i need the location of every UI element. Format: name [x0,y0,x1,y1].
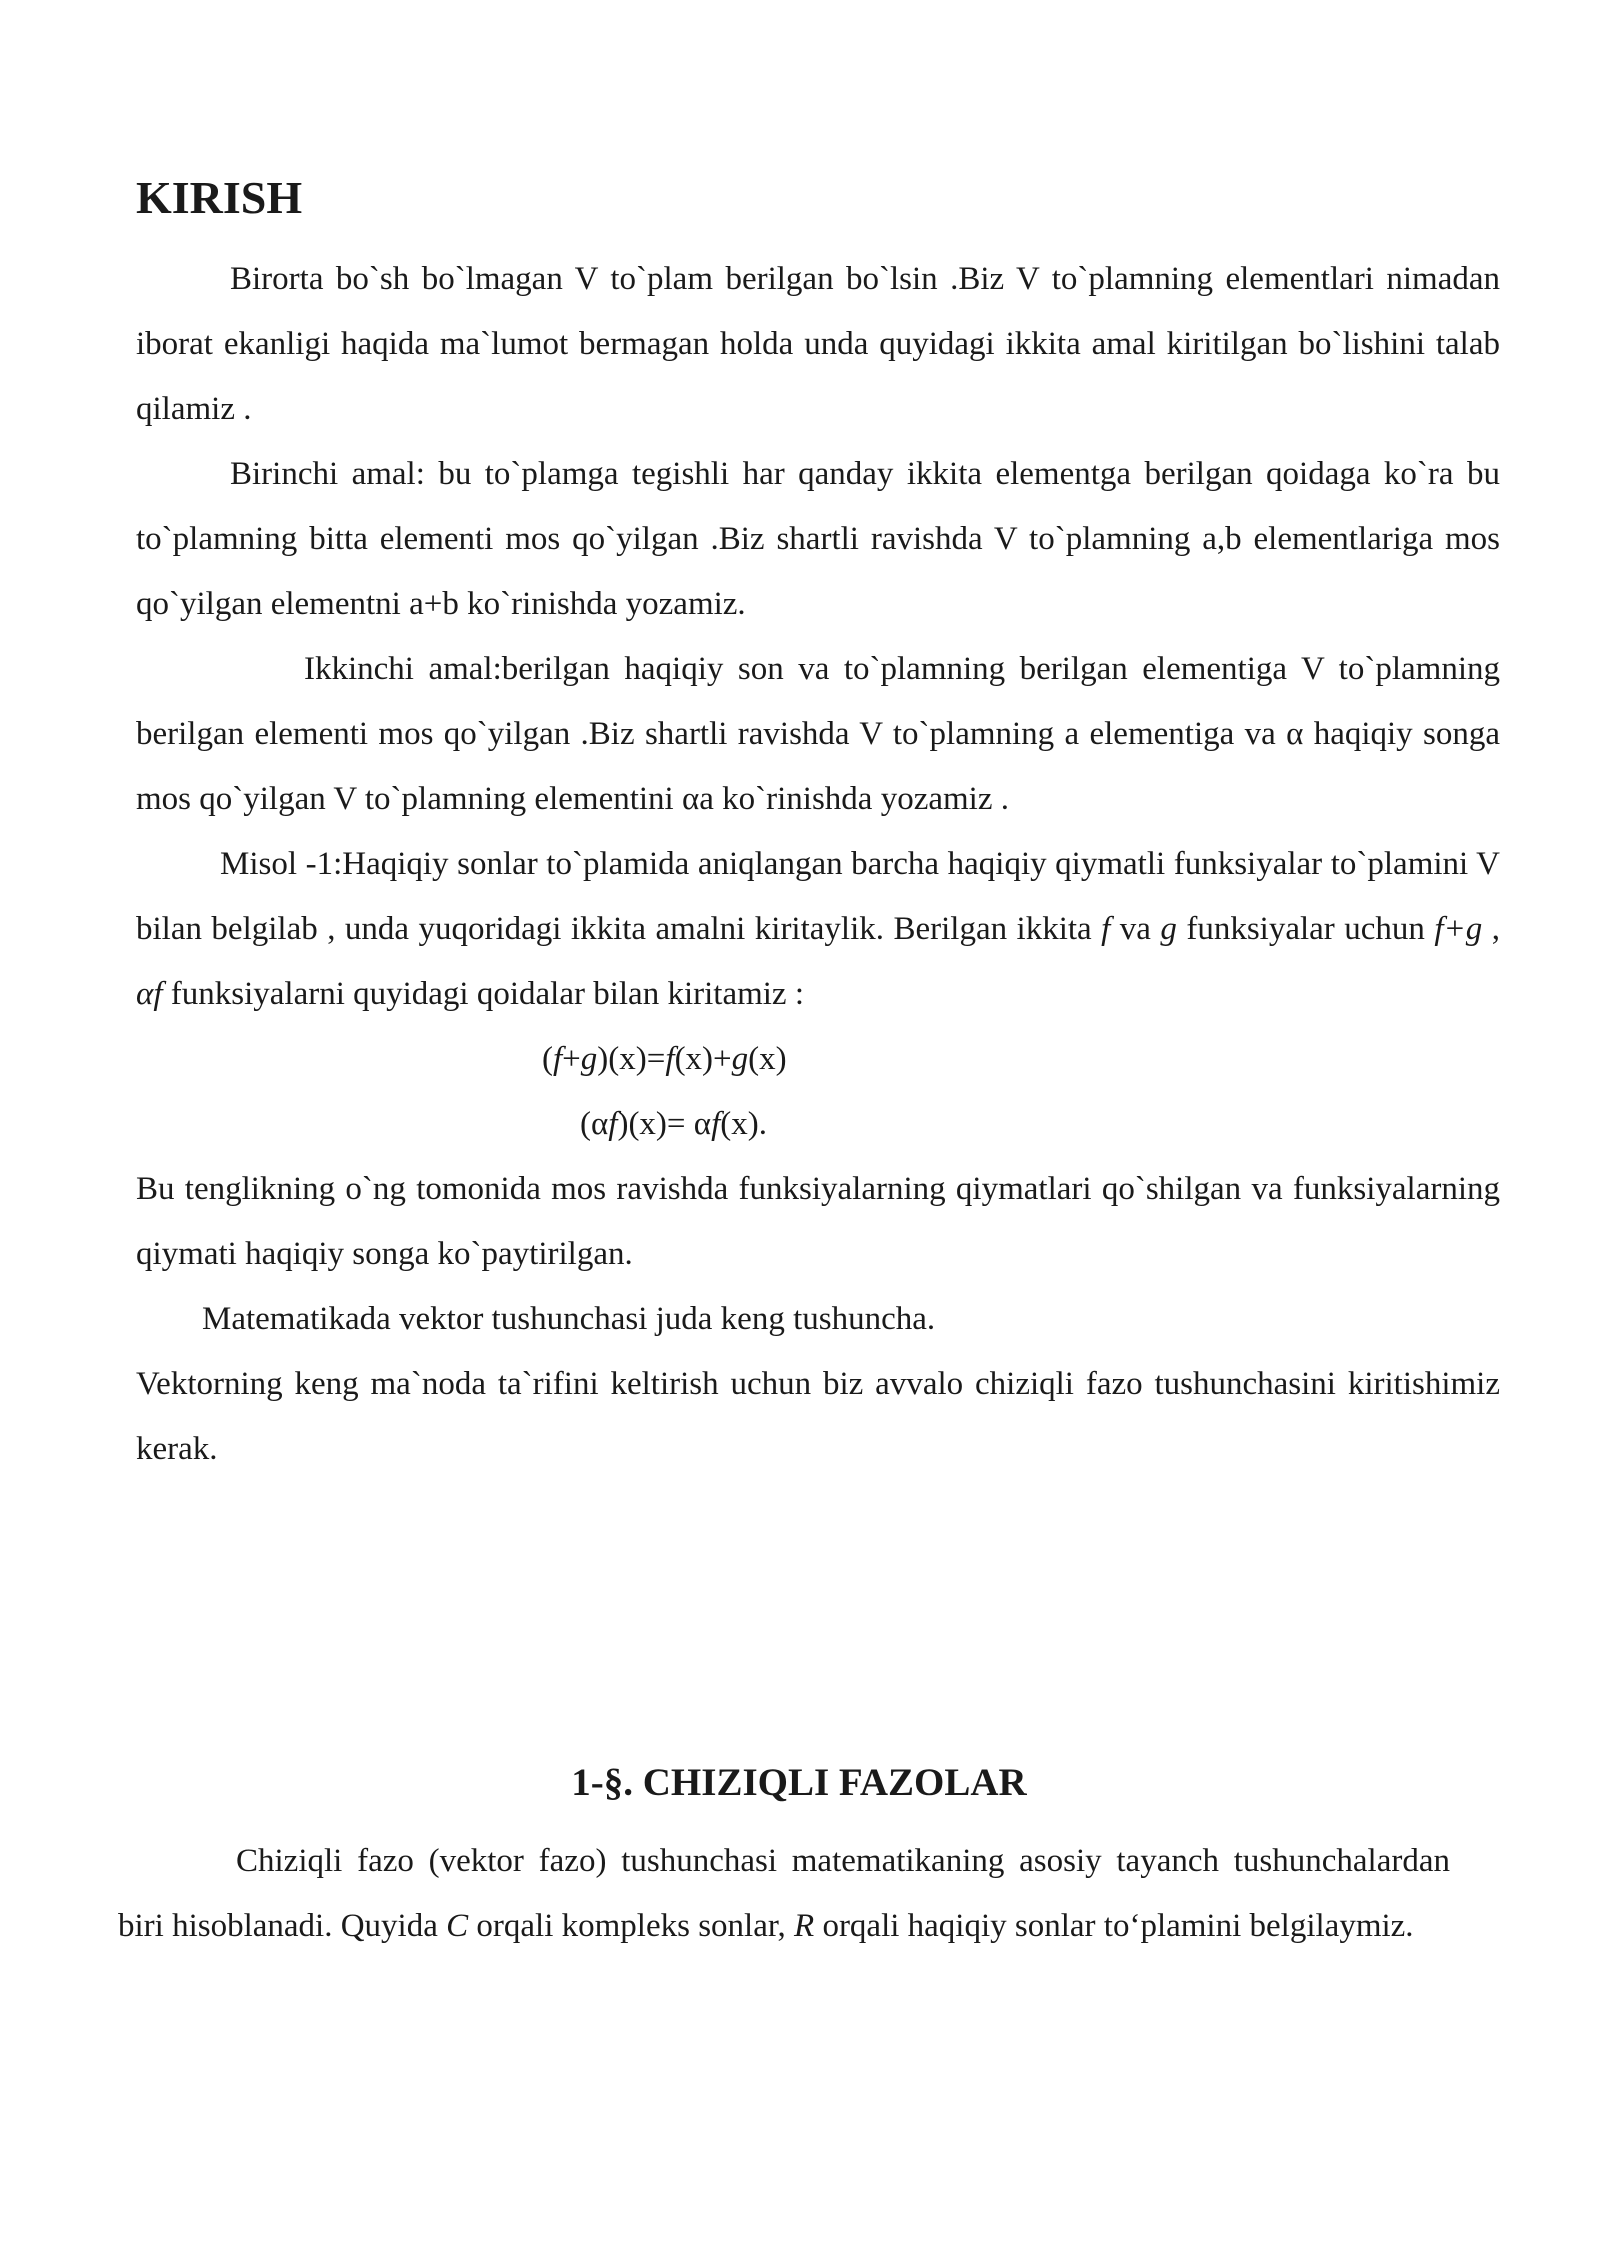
example-symbol-g: g [1160,911,1177,948]
intro-paragraph-2: Birinchi amal: bu to`plamga tegishli har qanday ikkita elementga berilgan qoidaga ko`ra bu to`plamning bitta elementi mos qo`yilgan .Biz shartli ravishda V to`plamning a,b elementlariga mos qo`yilgan elementni a+b ko`rinishda yozamiz. [136,456,1500,623]
symbol-R: R [794,1907,815,1944]
formula-sum-mid: )(x)= [597,1041,666,1078]
formula-scalar-end: (x). [720,1106,767,1143]
formula-sum-end: (x) [748,1041,787,1078]
intro-paragraph-6: Matematikada vektor tushunchasi juda keng tushuncha. [202,1301,936,1338]
example-symbol-af: αf [136,976,163,1013]
intro-paragraph-1: Birorta bo`sh bo`lmagan V to`plam berilgan bo`lsin .Biz V to`plamning elementlari nimadan iborat ekanligi haqida ma`lumot bermagan holda unda quyidagi ikkita amal kiritilgan bo`lishini talab qilamiz . [136,261,1500,428]
example-text-3: funksiyalarni quyidagi qoidalar bilan kiritamiz : [162,976,805,1013]
section-paragraph-1 [118,1829,1450,1959]
section-text-3: orqali haqiqiy sonlar to‘plamini belgilaymiz. [814,1907,1414,1944]
section-text-1: Chiziqli fazo (vektor fazo) tushunchasi matematikaning asosiy tayanch tushunchalardan biri hisoblanadi. Quyida [118,1842,1450,1944]
intro-paragraph-5: Bu tenglikning o`ng tomonida mos ravishda funksiyalarning qiymatlari qo`shilgan va funksiyalarning qiymati haqiqiy songa ko`paytirilgan. [136,1171,1500,1273]
intro-section [136,170,1500,1482]
formula-scalar-f2: f [711,1106,721,1143]
intro-paragraph-3: Ikkinchi amal:berilgan haqiqiy son va to`plamning berilgan elementiga V to`plamning berilgan elementi mos qo`yilgan .Biz shartli ravishda V to`plamning a elementiga va α haqiqiy songa mos qo`yilgan V to`plamning elementini αa ko`rinishda yozamiz . [136,651,1500,818]
formula-scalar-open: (α [580,1106,609,1143]
formula-sum-f: f [553,1041,563,1078]
formula-sum [136,1027,1500,1092]
example-text-2: funksiyalar uchun [1176,911,1435,948]
formula-sum-open: ( [542,1041,553,1078]
formula-sum-f2: f [665,1041,675,1078]
formula-scalar-f: f [608,1106,618,1143]
example-symbol-fg: f+g [1434,911,1483,948]
formula-sum-plus: + [562,1041,581,1078]
formula-sum-g: g [580,1041,598,1078]
intro-paragraph-7: Vektorning keng ma`noda ta`rifini keltirish uchun biz avvalo chiziqli fazo tushunchasini kiritishimiz kerak. [136,1366,1500,1468]
formula-scalar-mid: )(x)= α [617,1106,712,1143]
example-text-va: va [1110,911,1161,948]
section-linear-spaces [118,1760,1450,1959]
example-paragraph [136,832,1500,1027]
formula-sum-g2: g [731,1041,749,1078]
example-comma: , [1482,911,1500,948]
formula-scalar [136,1092,1500,1157]
example-text-1: Misol -1:Haqiqiy sonlar to`plamida aniqlangan barcha haqiqiy qiymatli funksiyalar to`plamini V bilan belgilab , unda yuqoridagi ikkita amalni kiritaylik. Berilgan ikkita [136,846,1500,948]
intro-heading: KIRISH [136,172,303,223]
formula-sum-mid2: (x)+ [674,1041,732,1078]
example-symbol-f: f [1101,911,1111,948]
section-title: 1-§. CHIZIQLI FAZOLAR [571,1761,1027,1804]
section-text-2: orqali kompleks sonlar, [468,1907,795,1944]
symbol-C: C [446,1907,469,1944]
